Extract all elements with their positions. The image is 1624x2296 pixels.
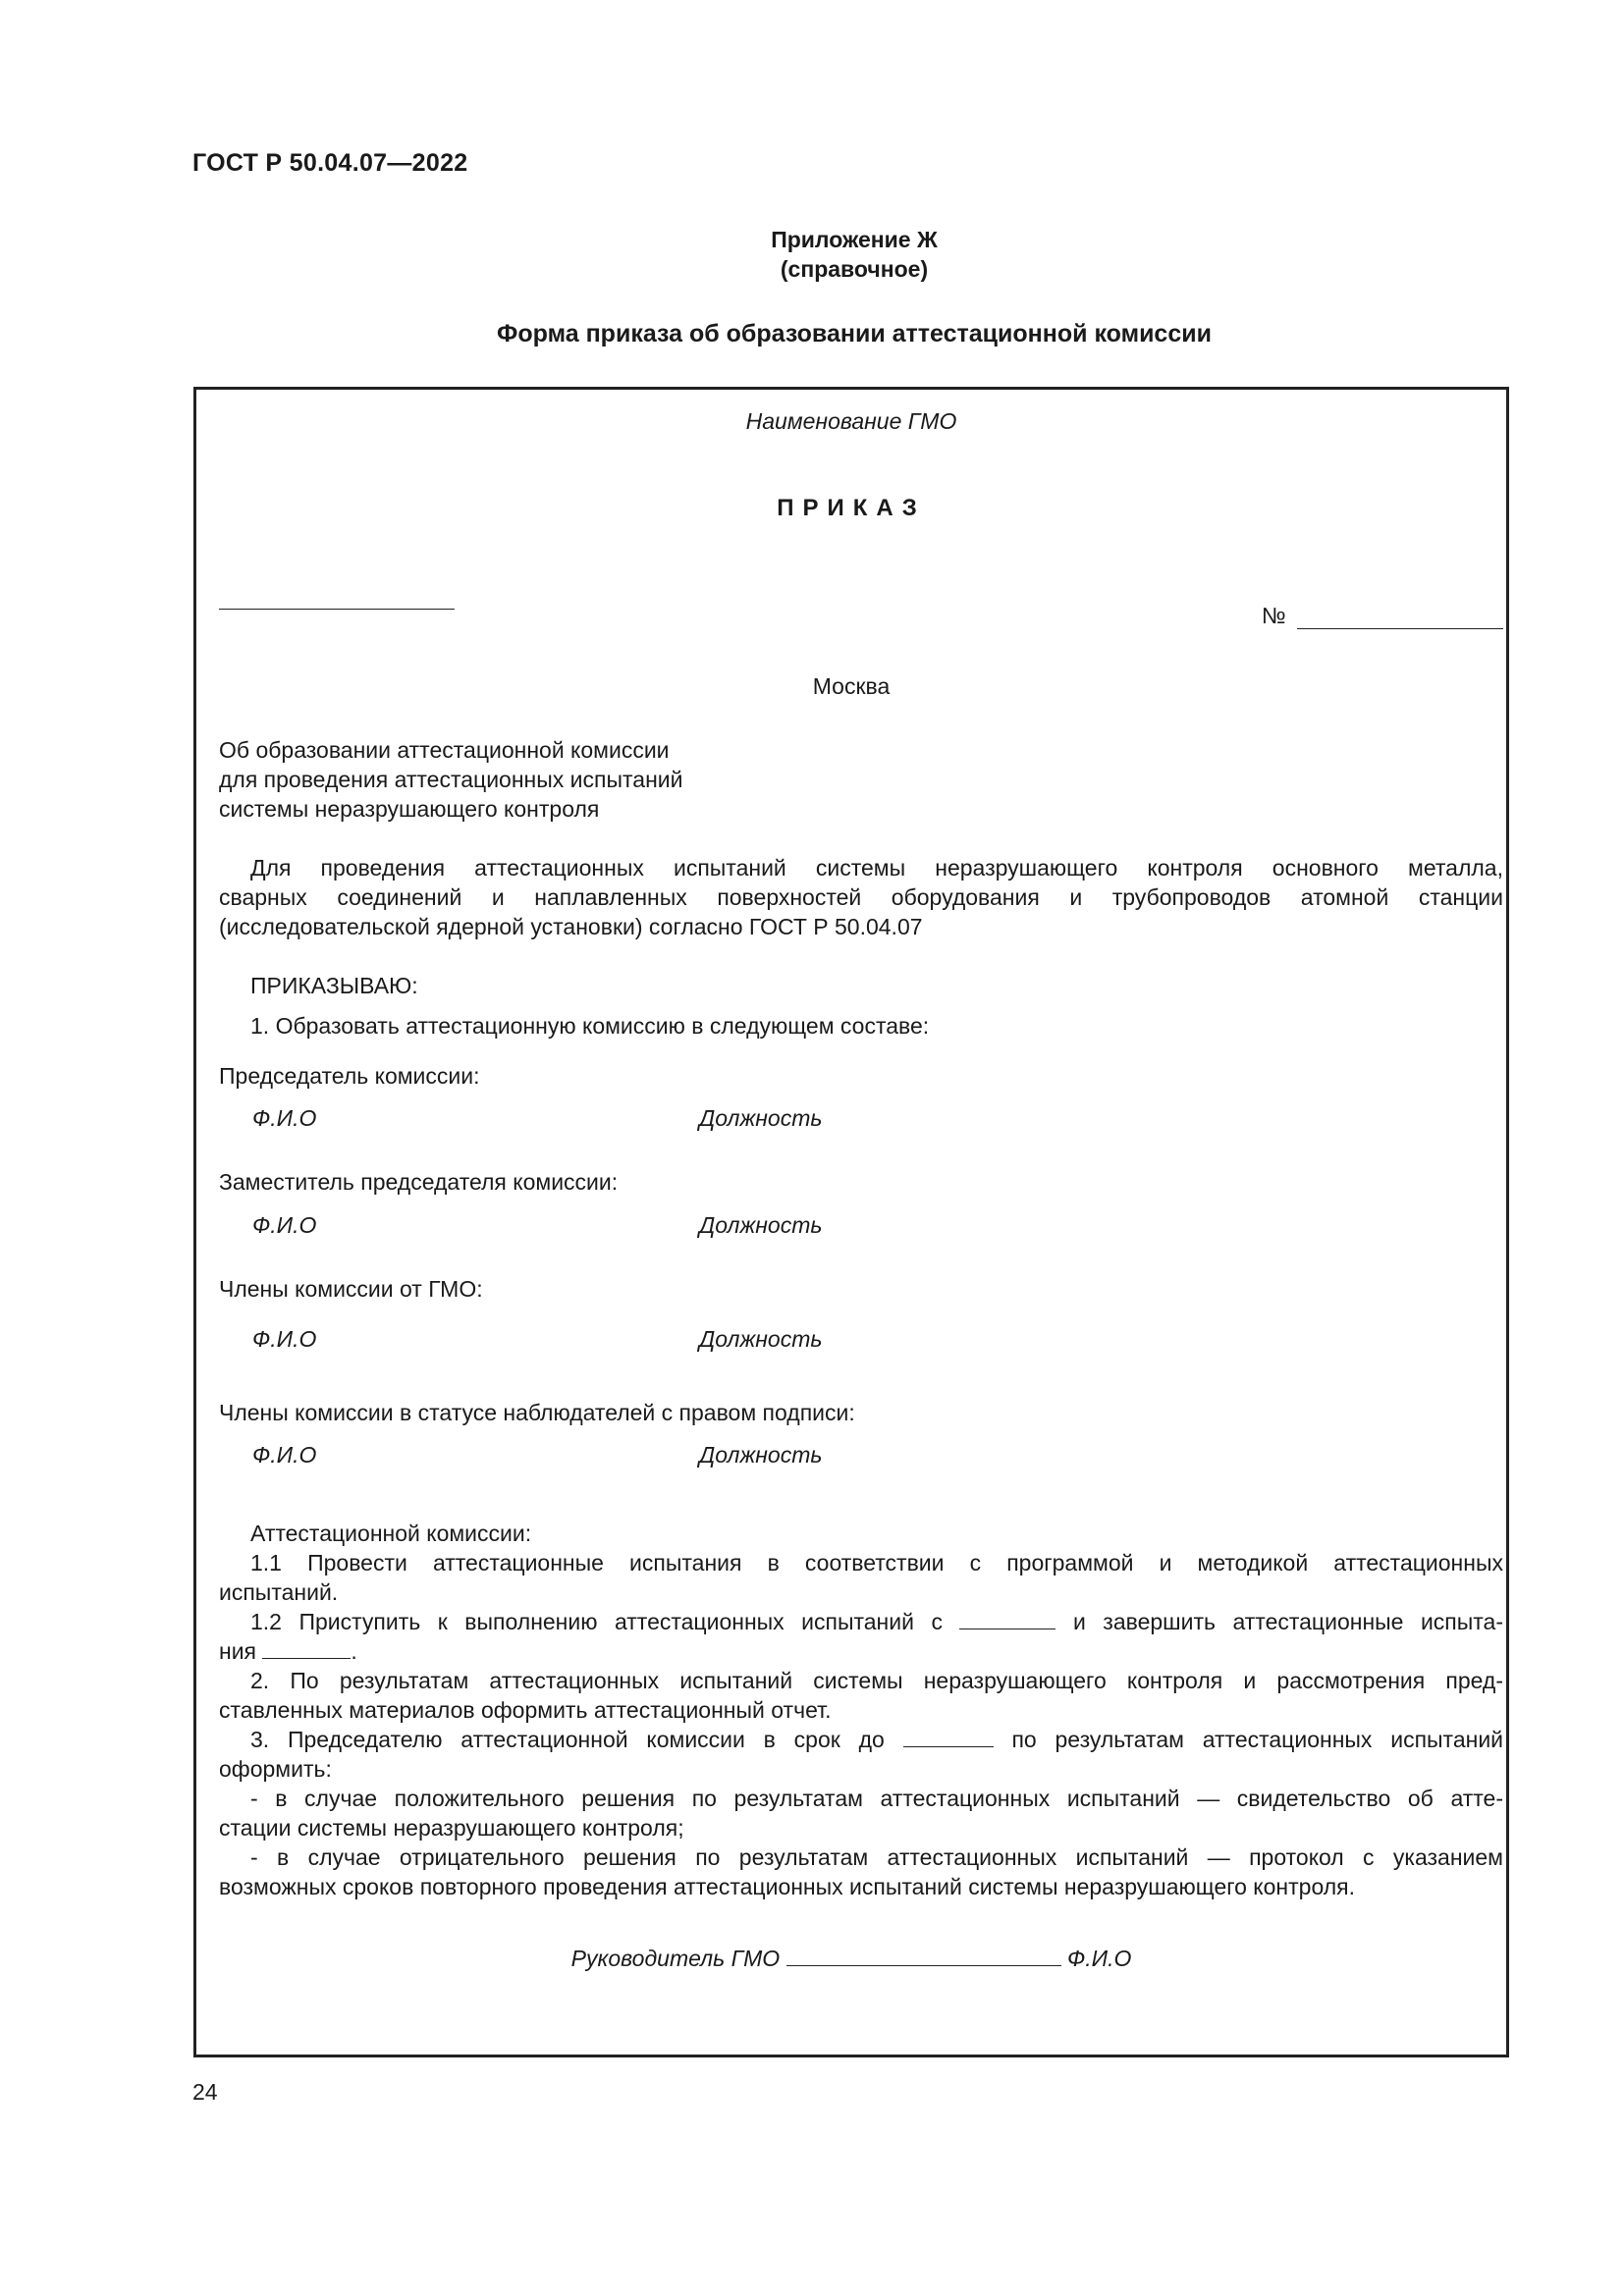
item-3-line: оформить: <box>219 1756 332 1782</box>
role-label-members: Члены комиссии от ГМО: <box>219 1276 483 1302</box>
role-name-members: Ф.И.О <box>252 1326 317 1352</box>
order-subject <box>219 735 682 824</box>
order-word: ПРИКАЗЫВАЮ: <box>250 973 418 998</box>
commission-heading: Аттестационной комиссии: <box>250 1521 532 1546</box>
item-1-2-text-b: и завершить аттестационные испыта- <box>1072 1609 1504 1634</box>
role-name-observers: Ф.И.О <box>252 1442 317 1468</box>
intro-line: сварных соединений и наплавленных поверхностей оборудования и трубопроводов атомной станции <box>219 884 1503 910</box>
item-1-2-line: ния . <box>219 1638 357 1664</box>
role-name-deputy: Ф.И.О <box>252 1212 317 1238</box>
city: Москва <box>812 673 891 699</box>
item-1-1-line: испытаний. <box>219 1579 339 1605</box>
appendix-type: (справочное) <box>780 256 929 282</box>
bullet-negative-line: возможных сроков повторного проведения аттестационных испытаний системы неразрушающего контроля. <box>219 1874 1355 1899</box>
item-1: 1. Образовать аттестационную комиссию в следующем составе: <box>250 1013 930 1039</box>
item-1-2-text-c: ния <box>219 1638 257 1664</box>
item-2-line: ставленных материалов оформить аттестационный отчет. <box>219 1697 832 1723</box>
signature-name: Ф.И.О <box>1066 1946 1132 1971</box>
subject-line: для проведения аттестационных испытаний <box>219 767 683 792</box>
item-3-text-b: по результатам аттестационных испытаний <box>1011 1727 1504 1752</box>
document-code: ГОСТ Р 50.04.07—2022 <box>192 149 468 177</box>
intro-paragraph <box>219 853 1503 941</box>
signature-block <box>193 1944 1509 1973</box>
bullet-positive-line: - в случае положительного решения по результатам аттестационных испытаний — свидетельство об атте- <box>250 1786 1503 1811</box>
start-date-blank <box>959 1607 1056 1629</box>
bullet-negative-line: - в случае отрицательного решения по результатам аттестационных испытаний — протокол с указанием <box>250 1844 1503 1870</box>
intro-line: Для проведения аттестационных испытаний системы неразрушающего контроля основного металла, <box>250 855 1503 881</box>
role-position-deputy: Должность <box>699 1212 823 1238</box>
role-label-deputy: Заместитель председателя комиссии: <box>219 1169 619 1195</box>
role-label-observers: Члены комиссии в статусе наблюдателей с правом подписи: <box>219 1400 855 1425</box>
role-position-chairman: Должность <box>699 1105 823 1131</box>
date-line <box>219 609 455 610</box>
item-3-text-a: 3. Председателю аттестационной комиссии в срок до <box>250 1727 885 1752</box>
org-name: Наименование ГМО <box>745 408 957 434</box>
item-1-2-line <box>219 1607 1503 1636</box>
bullet-positive-line: стации системы неразрушающего контроля; <box>219 1815 684 1841</box>
deadline-blank <box>903 1725 994 1747</box>
appendix-heading <box>0 225 1624 284</box>
number-line <box>1297 628 1503 629</box>
role-name-chairman: Ф.И.О <box>252 1105 317 1131</box>
role-label-chairman: Председатель комиссии: <box>219 1063 480 1089</box>
signature-label: Руководитель ГМО <box>570 1946 781 1971</box>
subject-line: системы неразрушающего контроля <box>219 796 600 822</box>
signature-line <box>786 1944 1061 1966</box>
item-2-line: 2. По результатам аттестационных испытаний системы неразрушающего контроля и рассмотрения пред- <box>250 1668 1503 1693</box>
commission-instructions <box>219 1519 1503 1901</box>
item-1-2-text-a: 1.2 Приступить к выполнению аттестационных испытаний с <box>250 1609 943 1634</box>
role-position-observers: Должность <box>699 1442 823 1468</box>
item-1-1-line: 1.1 Провести аттестационные испытания в соответствии с программой и методикой аттестационных <box>250 1550 1503 1575</box>
end-date-blank <box>262 1636 351 1659</box>
intro-line: (исследовательской ядерной установки) согласно ГОСТ Р 50.04.07 <box>219 914 923 939</box>
role-position-members: Должность <box>699 1326 823 1352</box>
appendix-label: Приложение Ж <box>771 227 938 252</box>
form-title: Форма приказа об образовании аттестационной комиссии <box>497 320 1212 347</box>
order-title: ПРИКАЗ <box>777 495 926 521</box>
subject-line: Об образовании аттестационной комиссии <box>219 737 670 763</box>
page-number: 24 <box>192 2079 218 2105</box>
item-3-line <box>219 1725 1503 1754</box>
number-sign: № <box>1262 603 1286 628</box>
